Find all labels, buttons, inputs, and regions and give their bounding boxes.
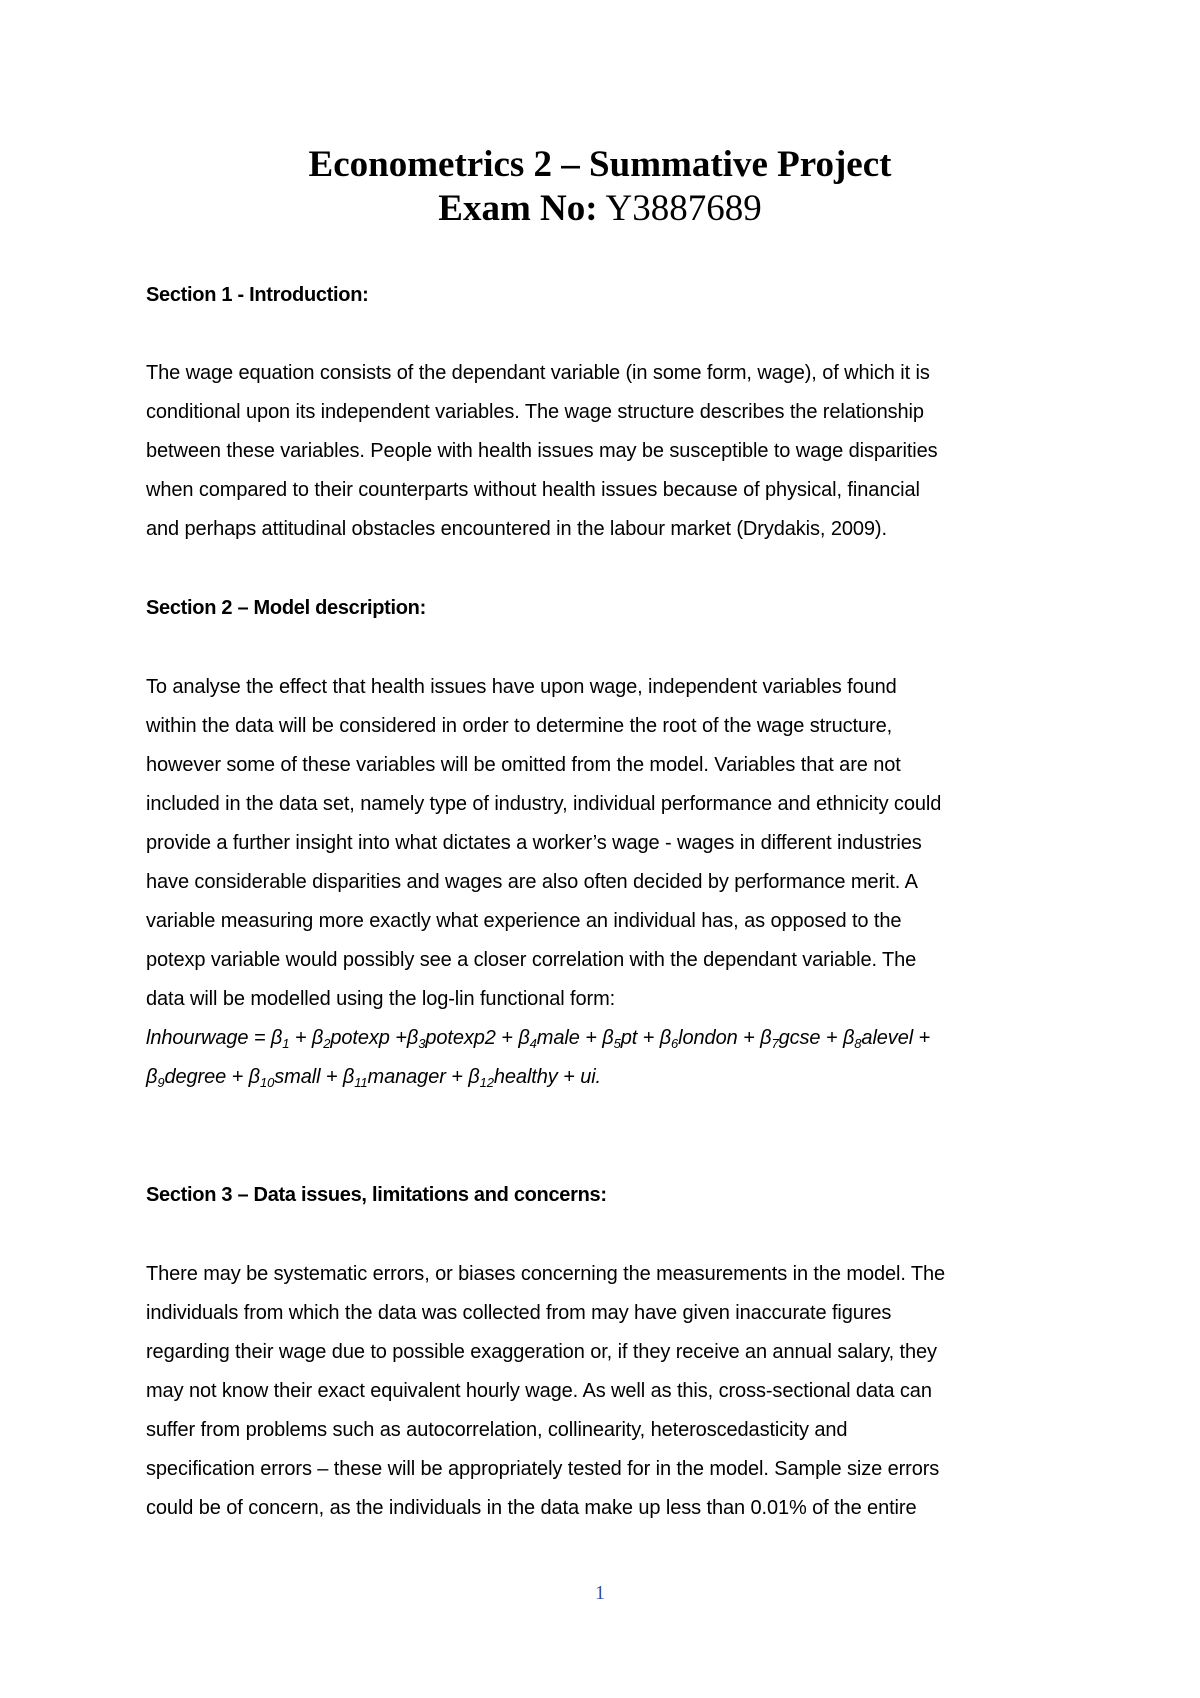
section-3-paragraph: [146, 1255, 1066, 1528]
paragraph-line: To analyse the effect that health issues have upon wage, independent variables found: [146, 676, 897, 698]
beta-subscript: 7: [771, 1036, 779, 1051]
beta-subscript: 6: [671, 1036, 679, 1051]
equation-term: [602, 1027, 637, 1049]
beta-subscript: 5: [613, 1036, 621, 1051]
equation-term: [760, 1027, 820, 1049]
equation-plus: +: [637, 1027, 660, 1049]
model-equation-line-2: [146, 1058, 1066, 1097]
equation-term: [518, 1027, 579, 1049]
equation-plus: +: [820, 1027, 843, 1049]
paragraph-line: conditional upon its independent variables. The wage structure describes the relationship: [146, 401, 924, 423]
equation-variable: male: [536, 1027, 580, 1049]
equation-variable: healthy: [493, 1066, 558, 1088]
equation-term: [271, 1027, 289, 1049]
equation-variable: small: [274, 1066, 321, 1088]
equation-plus: +: [913, 1027, 931, 1049]
paragraph-line: suffer from problems such as autocorrelation, collinearity, heteroscedasticity and: [146, 1419, 848, 1441]
beta-subscript: 8: [854, 1036, 862, 1051]
beta-symbol: β: [659, 1027, 672, 1049]
beta-subscript: 9: [157, 1075, 165, 1090]
section-3-heading: Section 3 – Data issues, limitations and concerns:: [146, 1184, 607, 1206]
paragraph-line: data will be modelled using the log-lin functional form:: [146, 988, 616, 1010]
page-number: 1: [595, 1582, 605, 1604]
equation-error-term: ui.: [580, 1066, 602, 1088]
beta-subscript: 10: [259, 1075, 275, 1090]
paragraph-line: provide a further insight into what dictates a worker’s wage - wages in different industries: [146, 832, 922, 854]
beta-symbol: β: [406, 1027, 419, 1049]
equation-equals: =: [248, 1027, 271, 1049]
beta-subscript: 1: [282, 1036, 290, 1051]
beta-subscript: 11: [354, 1075, 368, 1090]
equation-plus: +: [320, 1066, 343, 1088]
paragraph-line: within the data will be considered in order to determine the root of the wage structure,: [146, 715, 893, 737]
paragraph-line: The wage equation consists of the dependant variable (in some form, wage), of which it is: [146, 362, 930, 384]
equation-variable: pt: [620, 1027, 638, 1049]
paragraph-line: when compared to their counterparts without health issues because of physical, financial: [146, 479, 920, 501]
paragraph-line: variable measuring more exactly what experience an individual has, as opposed to the: [146, 910, 902, 932]
paragraph-line: however some of these variables will be omitted from the model. Variables that are not: [146, 754, 901, 776]
beta-subscript: 12: [479, 1075, 494, 1090]
equation-variable: gcse: [778, 1027, 821, 1049]
paragraph-line: specification errors – these will be appropriately tested for in the model. Sample size errors: [146, 1458, 940, 1480]
equation-term: [312, 1027, 390, 1049]
beta-symbol: β: [270, 1027, 283, 1049]
paragraph-line: could be of concern, as the individuals in the data make up less than 0.01% of the entire: [146, 1497, 917, 1519]
equation-term: [843, 1027, 913, 1049]
equation-variable: manager: [367, 1066, 446, 1088]
equation-variable: potexp: [330, 1027, 390, 1049]
equation-term: [343, 1066, 446, 1088]
beta-symbol: β: [248, 1066, 260, 1088]
section-1-paragraph: [146, 354, 1066, 549]
equation-plus: +: [579, 1027, 603, 1049]
paragraph-line: between these variables. People with health issues may be susceptible to wage disparities: [146, 440, 938, 462]
equation-term: [660, 1027, 738, 1049]
equation-plus: +: [495, 1027, 519, 1049]
exam-number-line: [0, 187, 1200, 231]
equation-term: [249, 1066, 321, 1088]
beta-symbol: β: [518, 1027, 530, 1049]
paragraph-line: regarding their wage due to possible exaggeration or, if they receive an annual salary, they: [146, 1341, 937, 1363]
beta-symbol: β: [468, 1066, 480, 1088]
equation-variable: degree: [164, 1066, 227, 1088]
equation-plus: +: [737, 1027, 761, 1049]
equation-plus: +: [389, 1027, 407, 1049]
beta-symbol: β: [342, 1066, 355, 1088]
paragraph-line: potexp variable would possibly see a closer correlation with the dependant variable. The: [146, 949, 917, 971]
model-equation-line-1: [146, 1019, 1066, 1058]
exam-label: Exam No:: [438, 188, 598, 229]
equation-variable: london: [678, 1027, 738, 1049]
equation-variable: potexp2: [425, 1027, 496, 1049]
beta-subscript: 2: [323, 1036, 331, 1051]
section-1-heading: Section 1 - Introduction:: [146, 284, 369, 306]
paragraph-line: individuals from which the data was collected from may have given inaccurate figures: [146, 1302, 892, 1324]
document-title: Econometrics 2 – Summative Project: [308, 144, 892, 185]
beta-subscript: 3: [418, 1036, 426, 1051]
equation-term: [468, 1066, 557, 1088]
section-2-paragraph: [146, 668, 1066, 1097]
paragraph-line: have considerable disparities and wages are also often decided by performance merit. A: [146, 871, 918, 893]
beta-symbol: β: [842, 1027, 855, 1049]
equation-plus: +: [445, 1066, 469, 1088]
equation-term: [407, 1027, 496, 1049]
beta-symbol: β: [146, 1066, 158, 1088]
beta-subscript: 4: [529, 1036, 537, 1051]
beta-symbol: β: [311, 1027, 324, 1049]
beta-symbol: β: [760, 1027, 772, 1049]
paragraph-line: and perhaps attitudinal obstacles encountered in the labour market (Drydakis, 2009).: [146, 518, 887, 540]
paragraph-line: may not know their exact equivalent hourly wage. As well as this, cross-sectional data can: [146, 1380, 932, 1402]
equation-term: [146, 1066, 226, 1088]
paragraph-line: included in the data set, namely type of industry, individual performance and ethnicity could: [146, 793, 942, 815]
equation-dependent-variable: lnhourwage: [146, 1027, 249, 1049]
paragraph-line: There may be systematic errors, or biases concerning the measurements in the model. The: [146, 1263, 946, 1285]
beta-symbol: β: [602, 1027, 614, 1049]
section-2-heading: Section 2 – Model description:: [146, 597, 426, 619]
equation-plus: +: [226, 1066, 249, 1088]
exam-number: Y3887689: [605, 188, 762, 229]
equation-plus: +: [289, 1027, 312, 1049]
equation-plus: +: [557, 1066, 581, 1088]
equation-variable: alevel: [861, 1027, 914, 1049]
title-block: [0, 143, 1200, 231]
